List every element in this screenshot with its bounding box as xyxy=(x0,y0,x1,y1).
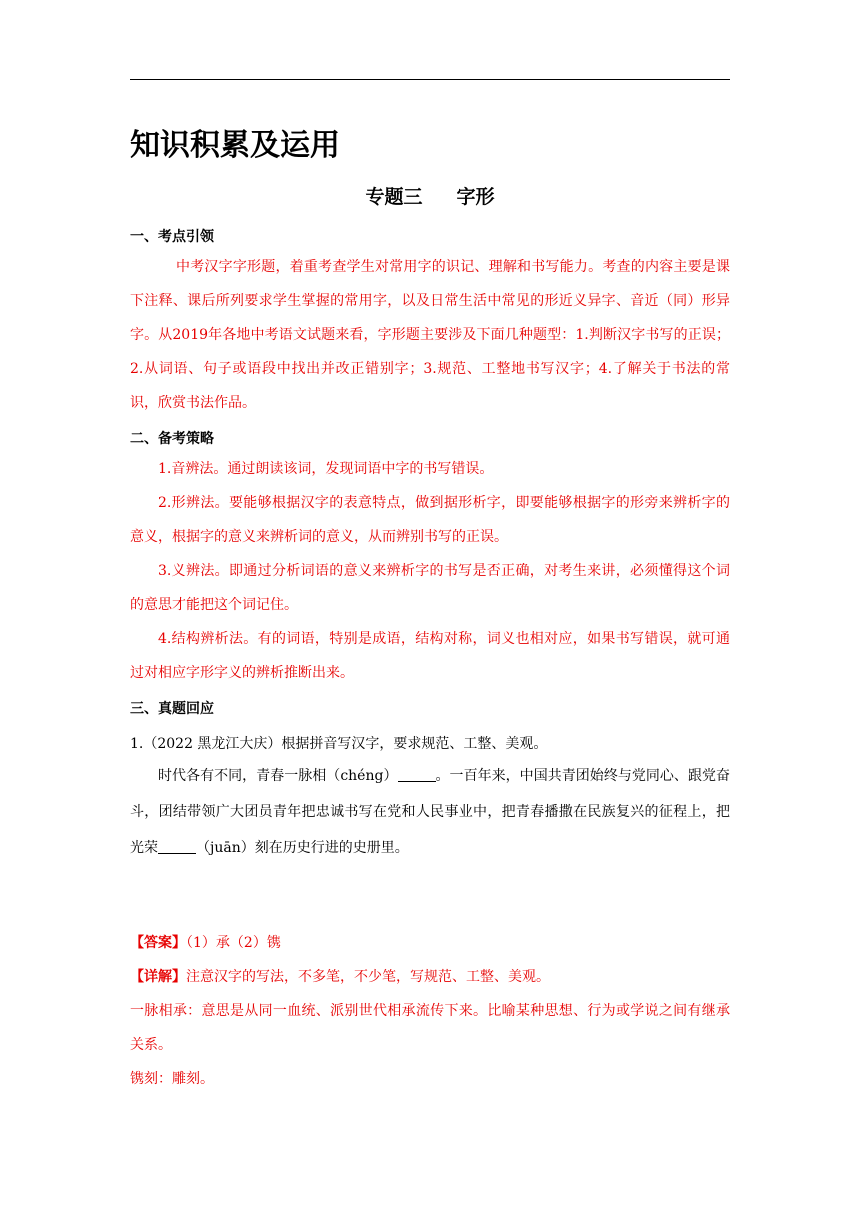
detail-text: 注意汉字的写法，不多笔，不少笔，写规范、工整、美观。 xyxy=(186,969,550,985)
answer-text: （1）承（2）镌 xyxy=(186,935,281,951)
header-rule xyxy=(130,79,730,80)
strategy-item-1: 1.音辨法。通过朗读该词，发现词语中字的书写错误。 xyxy=(158,461,494,477)
section1-text: 中考汉字字形题，着重考查学生对常用字的识记、理解和书写能力。考查的内容主要是课下注释、课后所列要求学生掌握的常用字，以及日常生活中常见的形近义异字、音近（同）形异字。从2019年各地中考语文试题来看，字形题主要涉及下面几种题型：1.判断汉字书写的正误；2.从词语、句子或语段中找出并改正错别字；3.规范、工整地书写汉字；4.了解关于书法的常识，欣赏书法作品。 xyxy=(130,259,730,411)
section3-heading: 三、真题回应 xyxy=(130,701,214,717)
explanation-1: 一脉相承：意思是从同一血统、派别世代相承流传下来。比喻某种思想、行为或学说之间有继承关系。 xyxy=(130,1003,730,1053)
topic-number: 专题三 xyxy=(365,186,423,208)
question-passage xyxy=(130,758,730,866)
answer-blank-2[interactable] xyxy=(158,839,196,854)
detail-line xyxy=(130,960,730,994)
topic-name: 字形 xyxy=(456,186,495,208)
passage-part-3: （juān）刻在历史行进的史册里。 xyxy=(196,840,409,856)
section1-heading: 一、考点引领 xyxy=(130,229,214,245)
detail-label: 【详解】 xyxy=(130,969,186,985)
main-title: 知识积累及运用 xyxy=(130,128,340,163)
answer-line xyxy=(130,926,730,960)
strategy-item-4: 4.结构辨析法。有的词语，特别是成语，结构对称，词义也相对应，如果书写错误，就可通过对相应字形字义的辨析推断出来。 xyxy=(130,631,730,681)
passage-part-1: 时代各有不同，青春一脉相（chéng） xyxy=(158,768,398,784)
explanation-2: 镌刻：雕刻。 xyxy=(130,1071,214,1087)
strategy-item-2: 2.形辨法。要能够根据汉字的表意特点，做到据形析字，即要能够根据字的形旁来辨析字的意义，根据字的意义来辨析词的意义，从而辨别书写的正误。 xyxy=(130,495,730,545)
strategy-item-3: 3.义辨法。即通过分析词语的意义来辨析字的书写是否正确，对考生来讲，必须懂得这个词的意思才能把这个词记住。 xyxy=(130,563,730,613)
section2-heading: 二、备考策略 xyxy=(130,431,214,447)
topic-title xyxy=(130,182,730,209)
question-1: 1.（2022 黑龙江大庆）根据拼音写汉字，要求规范、工整、美观。 xyxy=(130,736,548,752)
passage-part-2: 。一百年来，中国共青团始终与党同心、跟党奋斗，团结带领广大团员青年把忠诚书写在党和人民事业中，把青春播撒在民族复兴的征程上，把光荣 xyxy=(130,768,731,856)
answer-label: 【答案】 xyxy=(130,935,186,951)
answer-blank-1[interactable] xyxy=(398,767,436,782)
